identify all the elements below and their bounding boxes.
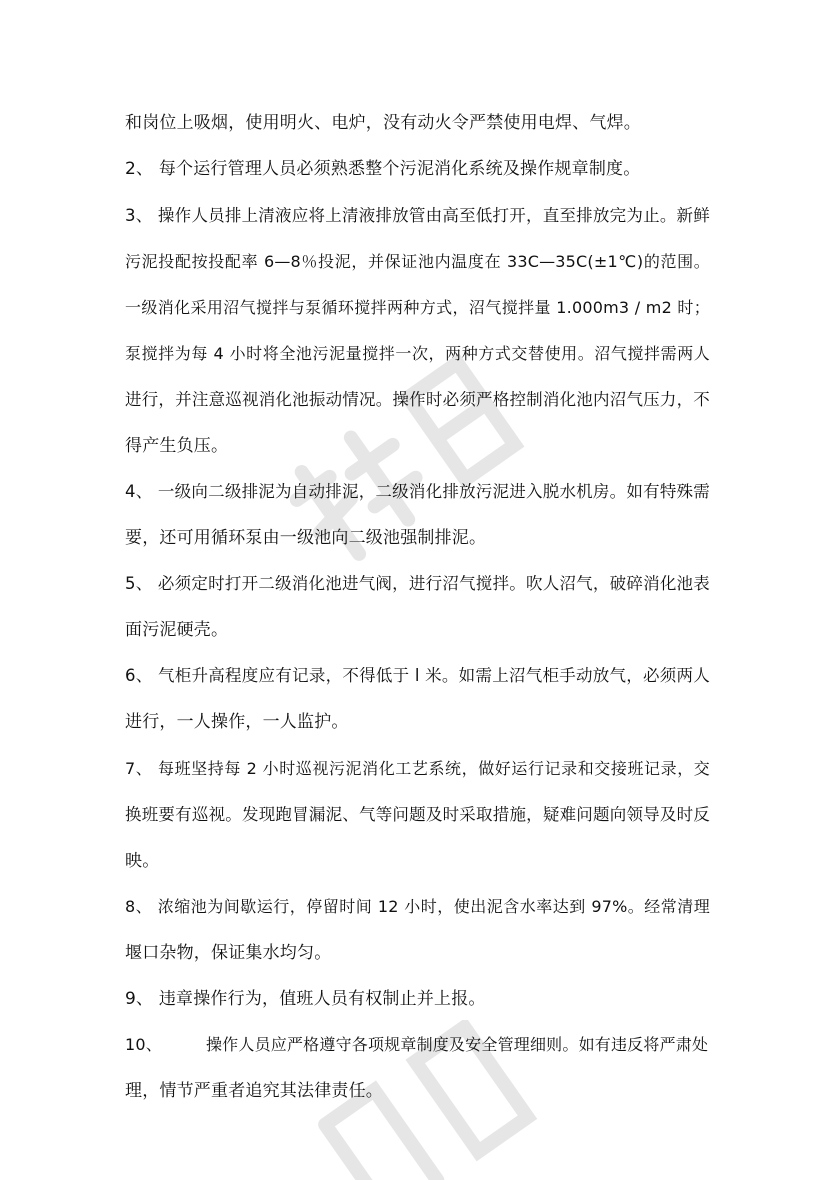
item-3-line-1: 3、 操作人员排上清液应将上清液排放管由高至低打开，直至排放完为止。新鲜 xyxy=(125,206,710,225)
item-7-line-3: 映。 xyxy=(125,851,160,871)
item-9: 9、 违章操作行为，值班人员有权制止并上报。 xyxy=(125,989,486,1009)
item-4-line-1: 4、 一级向二级排泥为自动排泥，二级消化排放污泥进入脱水机房。如有特殊需 xyxy=(125,482,710,501)
item-5-line-2: 面污泥硬壳。 xyxy=(125,620,229,640)
text-line: 和岗位上吸烟，使用明火、电炉，没有动火令严禁使用电焊、气焊。 xyxy=(125,113,641,133)
item-10-number: 10、 xyxy=(125,1035,162,1054)
item-2: 2、 每个运行管理人员必须熟悉整个污泥消化系统及操作规章制度。 xyxy=(125,159,641,179)
item-10-text: 操作人员应严格遵守各项规章制度及安全管理细则。如有违反将严肃处 xyxy=(205,1035,709,1054)
item-3-line-4: 泵搅拌为每 4 小时将全池污泥量搅拌一次，两种方式交替使用。沼气搅拌需两人 xyxy=(125,344,710,363)
item-4-line-2: 要，还可用循环泵由一级池向二级池强制排泥。 xyxy=(125,528,487,548)
item-5-line-1: 5、 必须定时打开二级消化池进气阀，进行沼气搅拌。吹人沼气，破碎消化池表 xyxy=(125,574,710,593)
item-8-line-1: 8、 浓缩池为间歇运行，停留时间 12 小时，使出泥含水率达到 97%。经常清理 xyxy=(125,897,710,916)
item-7-line-1: 7、 每班坚持每 2 小时巡视污泥消化工艺系统，做好运行记录和交接班记录，交 xyxy=(125,759,710,778)
item-7-line-2: 换班要有巡视。发现跑冒漏泥、气等问题及时采取措施，疑难问题向领导及时反 xyxy=(125,805,710,824)
item-3-line-3: 一级消化采用沼气搅拌与泵循环搅拌两种方式，沼气搅拌量 1.000m3 / m2 时； xyxy=(125,298,710,317)
item-10-line-1 xyxy=(125,1030,708,1060)
item-6-line-2: 进行，一人操作，一人监护。 xyxy=(125,712,349,732)
item-3-line-2: 污泥投配按投配率 6—8％投泥，并保证池内温度在 33C—35C(±1℃)的范围。 xyxy=(125,252,710,271)
item-8-line-2: 堰口杂物，保证集水均匀。 xyxy=(125,943,332,963)
item-10-line-2: 理，情节严重者追究其法律责任。 xyxy=(125,1081,383,1101)
item-6-line-1: 6、 气柜升高程度应有记录，不得低于 l 米。如需上沼气柜手动放气，必须两人 xyxy=(125,666,710,685)
item-3-line-6: 得产生负压。 xyxy=(125,436,229,456)
item-3-line-5: 进行，并注意巡视消化池振动情况。操作时必须严格控制消化池内沼气压力，不 xyxy=(125,390,710,409)
